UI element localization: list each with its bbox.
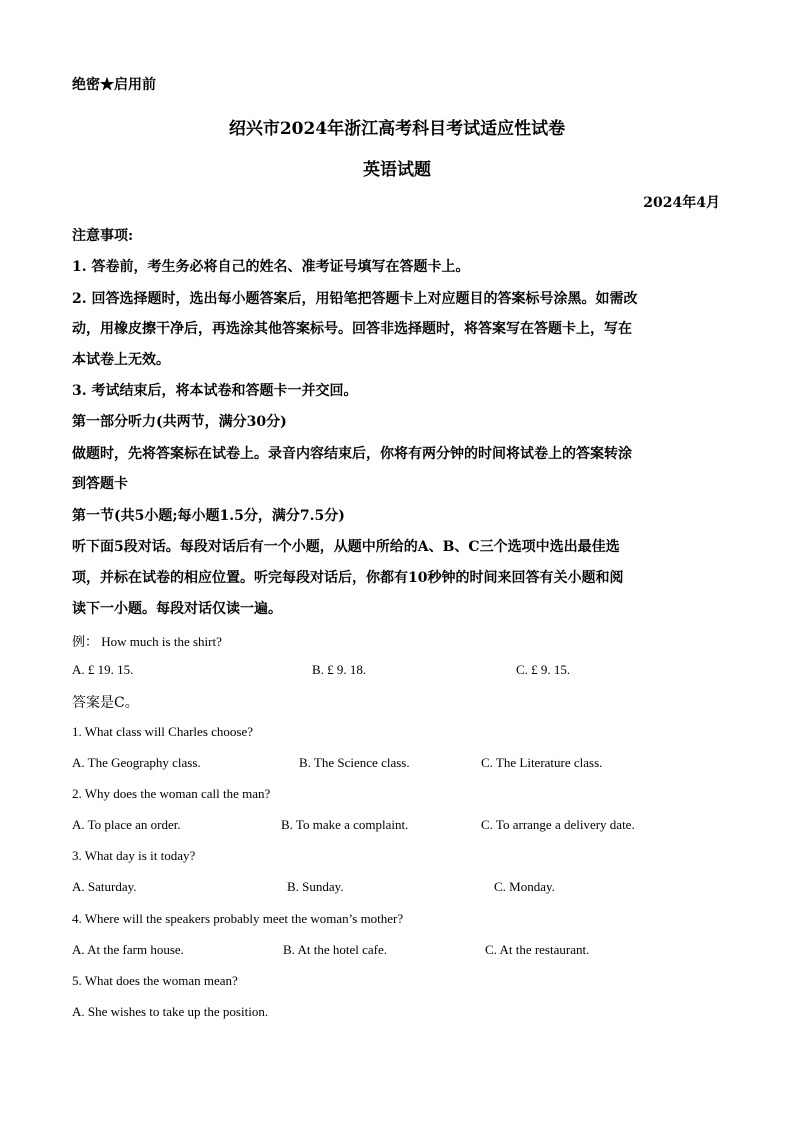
instructions-line-2: 项，并标在试卷的相应位置。听完每段对话后，你都有10秒钟的时间来回答有关小题和阅 [72, 570, 624, 586]
question-3-option-c: C. Monday. [494, 879, 555, 894]
section1-heading: 第一节(共5小题;每小题1.5分，满分7.5分) [72, 508, 345, 524]
question-1-option-c: C. The Literature class. [481, 755, 603, 770]
example-option-c: C. £ 9. 15. [516, 662, 571, 677]
confidential-label: 绝密★启用前 [72, 77, 156, 93]
note-2-line-2: 动，用橡皮擦干净后，再选涂其他答案标号。回答非选择题时，将答案写在答题卡上，写在 [72, 321, 632, 337]
question-4: 4. Where will the speakers probably meet the woman’s mother? [72, 911, 404, 926]
question-1: 1. What class will Charles choose? [72, 724, 253, 739]
notes-heading: 注意事项: [72, 228, 134, 244]
part1-intro-line-2: 到答题卡 [72, 476, 128, 492]
question-3-option-a: A. Saturday. [72, 879, 137, 894]
example-answer: 答案是C。 [72, 695, 139, 711]
question-3: 3. What day is it today? [72, 848, 196, 863]
question-2-option-c: C. To arrange a delivery date. [481, 817, 635, 832]
question-5-option-a: A. She wishes to take up the position. [72, 1004, 269, 1019]
question-5: 5. What does the woman mean? [72, 973, 238, 988]
question-1-option-b: B. The Science class. [299, 755, 410, 770]
question-3-option-b: B. Sunday. [287, 879, 344, 894]
question-2-option-b: B. To make a complaint. [281, 817, 409, 832]
instructions-line-3: 读下一小题。每段对话仅读一遍。 [72, 601, 282, 617]
part1-heading: 第一部分听力(共两节，满分30分) [72, 414, 287, 430]
instructions-line-1: 听下面5段对话。每段对话后有一个小题，从题中所给的A、B、C三个选项中选出最佳选 [72, 539, 620, 555]
note-1: 1. 答卷前，考生务必将自己的姓名、准考证号填写在答题卡上。 [72, 259, 470, 275]
question-2-option-a: A. To place an order. [72, 817, 181, 832]
example-option-b: B. £ 9. 18. [312, 662, 367, 677]
example-option-a: A. £ 19. 15. [72, 662, 134, 677]
note-2-line-3: 本试卷上无效。 [72, 352, 170, 368]
exam-subtitle: 英语试题 [363, 160, 431, 180]
example-question: 例： How much is the shirt? [72, 634, 222, 649]
question-2: 2. Why does the woman call the man? [72, 786, 271, 801]
question-4-option-a: A. At the farm house. [72, 942, 184, 957]
question-1-option-a: A. The Geography class. [72, 755, 201, 770]
question-4-option-c: C. At the restaurant. [485, 942, 590, 957]
exam-date: 2024年4月 [643, 195, 720, 211]
part1-intro-line-1: 做题时，先将答案标在试卷上。录音内容结束后，你将有两分钟的时间将试卷上的答案转涂 [72, 446, 632, 462]
note-3: 3. 考试结束后，将本试卷和答题卡一并交回。 [72, 383, 358, 399]
question-4-option-b: B. At the hotel cafe. [283, 942, 387, 957]
note-2-line-1: 2. 回答选择题时，选出每小题答案后，用铅笔把答题卡上对应题目的答案标号涂黑。如需改 [72, 291, 638, 307]
exam-title: 绍兴市2024年浙江高考科目考试适应性试卷 [228, 119, 566, 139]
